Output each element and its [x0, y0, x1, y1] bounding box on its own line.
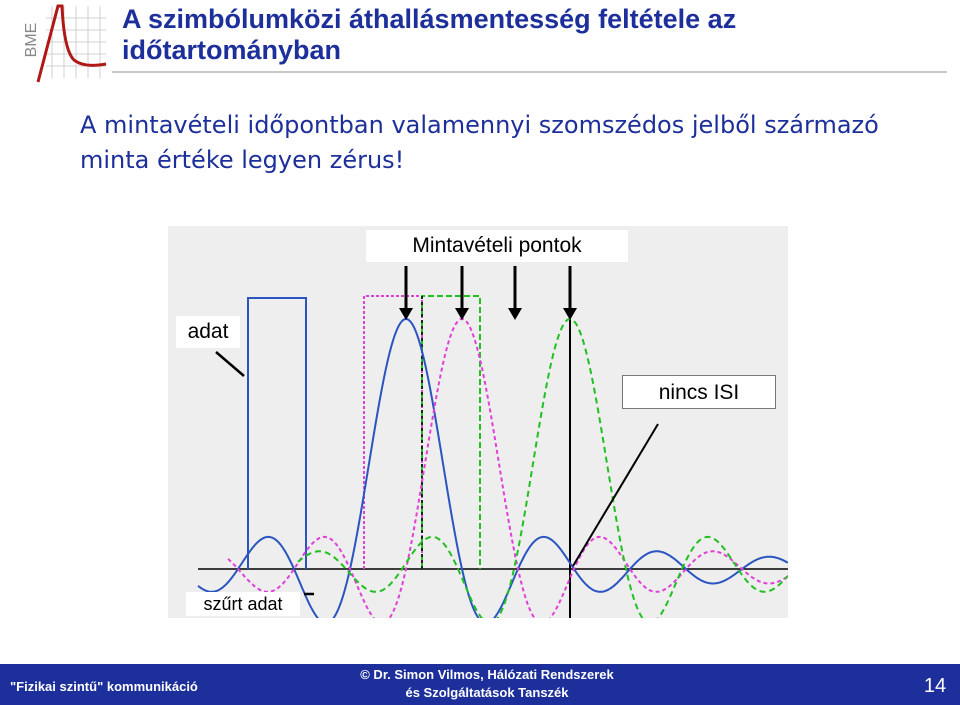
footer-course-title: "Fizikai szintű" kommunikáció	[10, 679, 198, 694]
body-text: A mintavételi időpontban valamennyi szomszédos jelből származó minta értéke legyen zérus!	[80, 111, 879, 174]
footer-copyright: © Dr. Simon Vilmos, Hálózati Rendszerek és Szolgáltatások Tanszék	[360, 667, 614, 700]
no-isi-label: nincs ISI	[622, 375, 776, 409]
title-divider	[112, 71, 947, 73]
logo-text: BME	[23, 22, 40, 58]
data-label: adat	[176, 316, 240, 348]
isi-diagram	[168, 226, 788, 618]
footer-bar	[0, 664, 960, 705]
page-title: A szimbólumközi áthallásmentesség feltétele az időtartományban	[122, 4, 737, 65]
bme-logo	[0, 0, 112, 84]
filtered-data-label: szűrt adat	[186, 592, 300, 616]
sampling-points-label: Mintavételi pontok	[366, 230, 628, 262]
page-number: 14	[923, 675, 947, 697]
